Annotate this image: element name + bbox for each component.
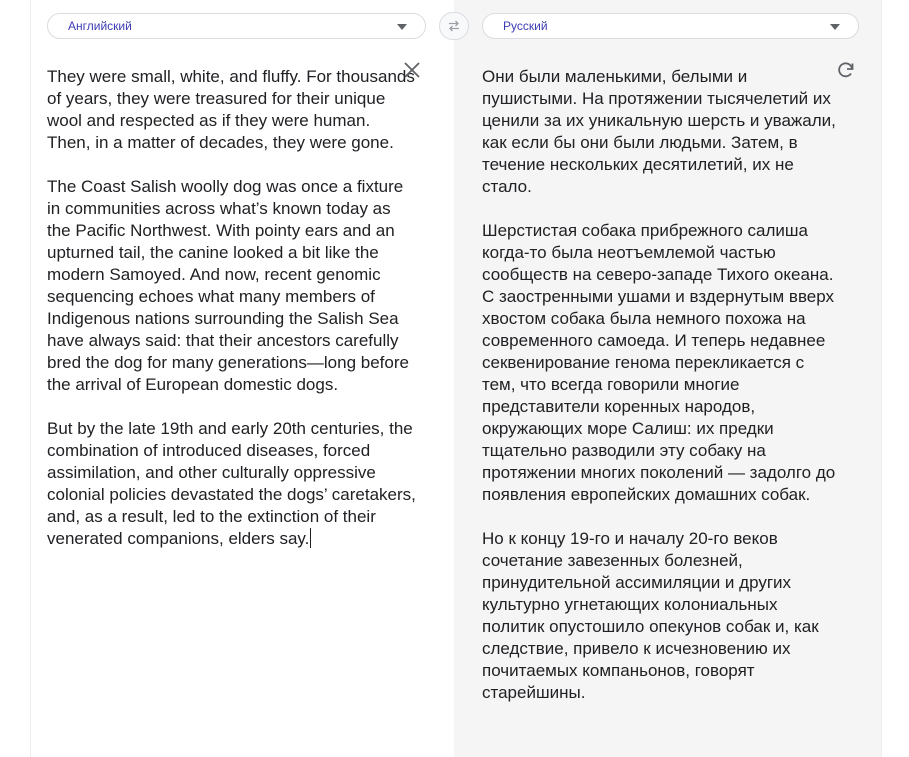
- source-text: They were small, white, and fluffy. For thousands of years, they were treasured for their unique wool and respected as if they were human. Then, in a matter of decades, they were gone. The Coast Salish woolly dog was once a fixture in communities across what’s known today as the Pacific Northwest. With pointy ears and an upturned tail, the canine looked a bit like the modern Samoyed. And now, recent genomic sequencing echoes what many members of Indigenous nations surrounding the Salish Sea have always said: that their ancestors carefully bred the dog for many generations—long before the arrival of European domestic dogs. But by the late 19th and early 20th centuries, the combination of introduced diseases, forced assimilation, and other culturally oppressive colonial policies devastated the dogs’ caretakers, and, as a result, led to the extinction of their venerated companions, elders say.: [47, 67, 416, 548]
- chevron-down-icon: [830, 24, 840, 30]
- target-language-select[interactable]: [482, 13, 859, 39]
- translation-output: [482, 66, 838, 704]
- chevron-down-icon: [397, 24, 407, 30]
- refresh-icon: [836, 60, 856, 80]
- swap-languages-button[interactable]: [439, 12, 469, 40]
- swap-arrows-icon: [447, 19, 461, 33]
- source-language-select[interactable]: [47, 13, 426, 39]
- text-cursor: [310, 528, 311, 548]
- clear-text-button[interactable]: [400, 58, 424, 82]
- source-text-input[interactable]: [47, 66, 417, 550]
- refresh-translation-button[interactable]: [834, 58, 858, 82]
- source-language-label: Английский: [68, 19, 132, 33]
- translated-text: Они были маленькими, белыми и пушистыми. На протяжении тысячелетий их ценили за их уникальную шерсть и уважали, как если бы они были людьми. Затем, в течение нескольких десятилетий, их не стало. Шерстистая собака прибрежного салиша когда-то была неотъемлемой частью сообществ на северо-западе Тихого океана. С заостренными ушами и вздернутым вверх хвостом собака была немного похожа на современного самоеда. И теперь недавнее секвенирование генома перекликается с тем, что всегда говорили многие представители коренных народов, окружающих море Салиш: их предки тщательно разводили эту собаку на протяжении многих поколений — задолго до появления европейских домашних собак. Но к концу 19-го и началу 20-го веков сочетание завезенных болезней, принудительной ассимиляции и других культурно угнетающих колониальных политик опустошило опекунов собак и, как следствие, привело к исчезновению их почитаемых компаньонов, говорят старейшины.: [482, 67, 836, 702]
- target-language-label: Русский: [503, 19, 548, 33]
- close-icon: [403, 61, 421, 79]
